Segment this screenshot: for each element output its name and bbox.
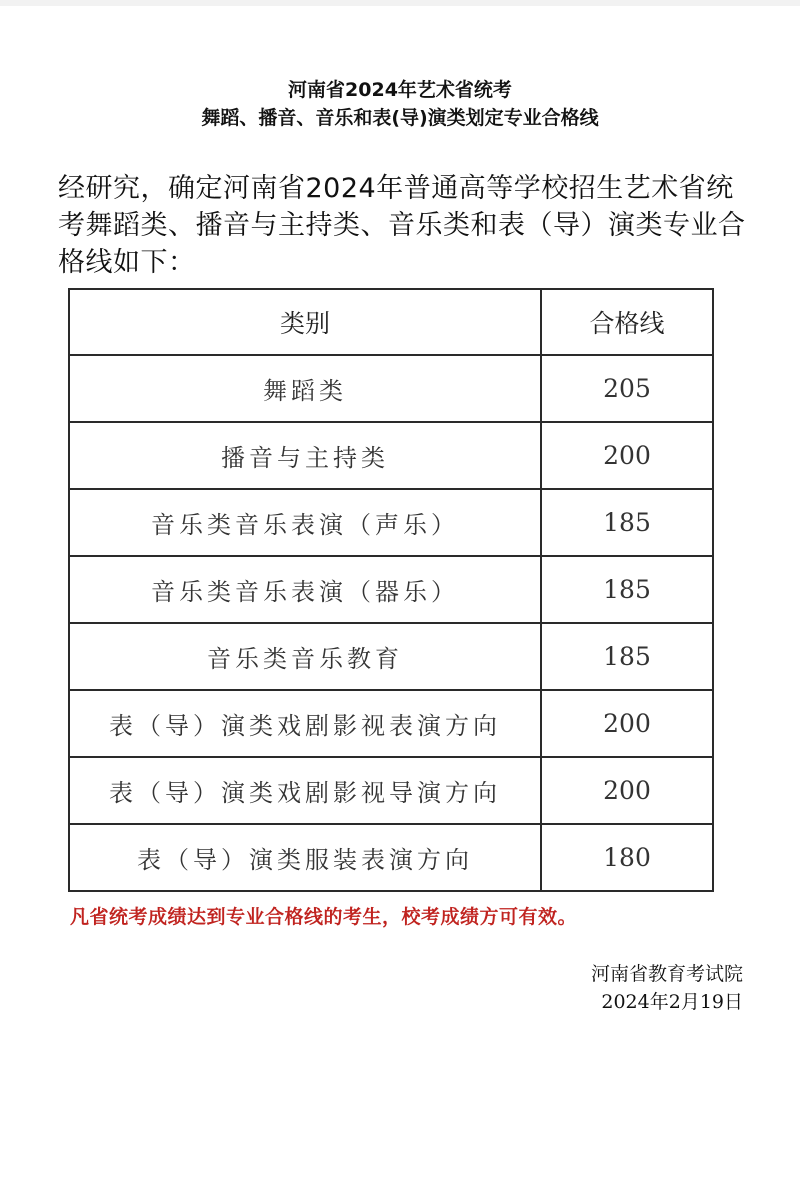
score-cell: 200 [541, 757, 713, 824]
table-row [69, 824, 713, 891]
intro-paragraph: 经研究，确定河南省2024年普通高等学校招生艺术省统考舞蹈类、播音与主持类、音乐类和表（导）演类专业合格线如下： [58, 173, 746, 278]
score-cell: 180 [541, 824, 713, 891]
validity-notice: 凡省统考成绩达到专业合格线的考生，校考成绩方可有效。 [70, 906, 578, 928]
header-score: 合格线 [541, 289, 713, 355]
issue-date: 2024年2月19日 [601, 991, 743, 1013]
table-row [69, 489, 713, 556]
header-category: 类别 [69, 289, 541, 355]
document-title [0, 76, 800, 132]
table-row [69, 355, 713, 422]
category-cell: 音乐类音乐表演（声乐） [69, 489, 541, 556]
title-line-2: 舞蹈、播音、音乐和表(导)演类划定专业合格线 [201, 107, 599, 129]
title-line-1: 河南省2024年艺术省统考 [288, 79, 512, 101]
table-row [69, 690, 713, 757]
category-cell: 音乐类音乐表演（器乐） [69, 556, 541, 623]
score-cell: 185 [541, 623, 713, 690]
category-cell: 表（导）演类戏剧影视表演方向 [69, 690, 541, 757]
table-row [69, 556, 713, 623]
signature-block [591, 960, 743, 1016]
table-header-row [69, 289, 713, 355]
top-band [0, 0, 800, 6]
table-row [69, 422, 713, 489]
score-cell: 185 [541, 556, 713, 623]
score-cell: 185 [541, 489, 713, 556]
qualifying-score-table [68, 288, 714, 892]
issuing-organization: 河南省教育考试院 [590, 963, 743, 985]
category-cell: 舞蹈类 [69, 355, 541, 422]
category-cell: 表（导）演类戏剧影视导演方向 [69, 757, 541, 824]
table-row [69, 757, 713, 824]
score-cell: 205 [541, 355, 713, 422]
score-cell: 200 [541, 690, 713, 757]
category-cell: 音乐类音乐教育 [69, 623, 541, 690]
category-cell: 表（导）演类服装表演方向 [69, 824, 541, 891]
score-cell: 200 [541, 422, 713, 489]
category-cell: 播音与主持类 [69, 422, 541, 489]
table-row [69, 623, 713, 690]
